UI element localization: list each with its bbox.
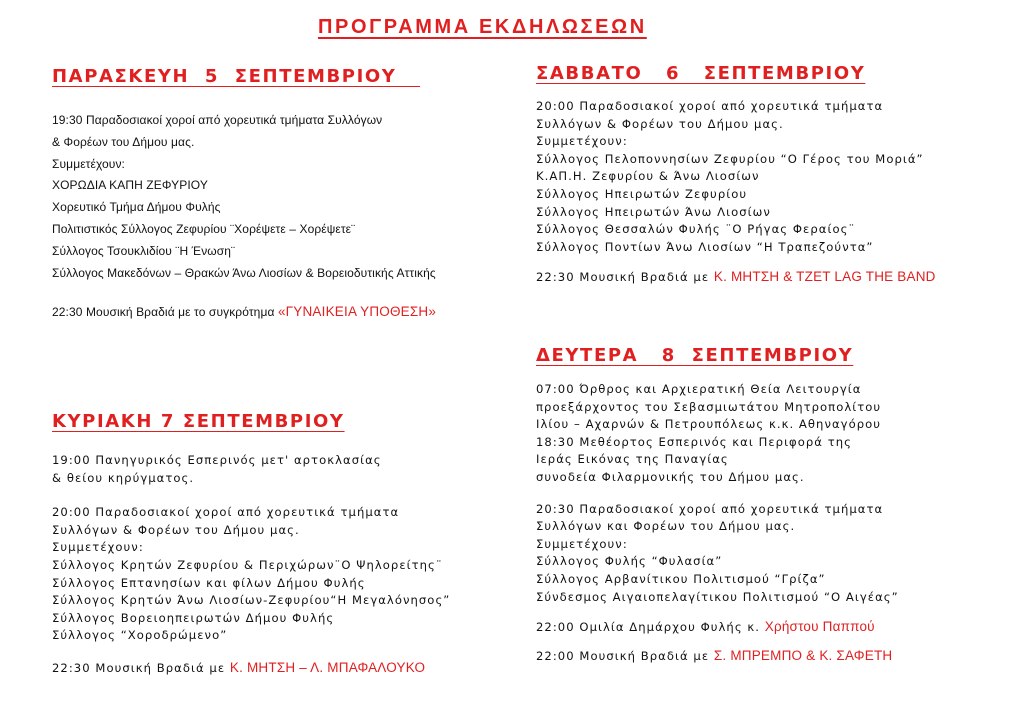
monday-line: Συμμετέχουν:: [536, 536, 628, 551]
monday-line: Σύλλογος Φυλής “Φυλασία”: [536, 554, 723, 569]
friday-line: & Φορέων του Δήμου μας.: [52, 134, 195, 149]
saturday-music-text: 22:30 Μουσική Βραδιά με: [536, 270, 714, 285]
monday-line: Σύλλογος Αρβανίτικου Πολιτισμού “Γρίζα”: [536, 571, 826, 586]
sunday-program: [52, 452, 450, 678]
saturday-line: 20:00 Παραδοσιακοί χοροί από χορευτικά τμήματα: [536, 99, 884, 113]
sunday-line: 20:00 Παραδοσιακοί χοροί από χορευτικά τμήματα: [52, 505, 400, 520]
friday-music-band: «ΓΥΝΑΙΚΕΙΑ ΥΠΟΘΕΣΗ»: [277, 304, 437, 320]
friday-line: Σύλλογος Μακεδόνων – Θρακών Άνω Λιοσίων & Βορειοδυτικής Αττικής: [52, 265, 436, 280]
friday-program: [52, 110, 436, 324]
sunday-line: Σύλλογος Επτανησίων και φίλων Δήμου Φυλής: [52, 575, 366, 590]
monday-line: 07:00 Όρθρος και Αρχιερατική Θεία Λειτουργία: [536, 382, 862, 396]
saturday-music-band: Κ. ΜΗΤΣΗ & ΤΖΕΤ LAG THE BAND: [713, 269, 936, 285]
monday-music-text: 22:00 Μουσική Βραδιά με: [536, 648, 714, 663]
saturday-line: Σύλλογος Πελοποννησίων Ζεφυρίου “Ο Γέρος του Μοριά”: [536, 151, 924, 166]
saturday-line: Σύλλογος Ηπειρωτών Άνω Λιοσίων: [536, 204, 771, 219]
monday-line: Σύνδεσμος Αιγαιοπελαγίτικου Πολιτισμού “Ο Αιγέας”: [536, 589, 899, 604]
monday-line: Συλλόγων και Φορέων του Δήμου μας.: [536, 519, 796, 534]
saturday-line: Συλλόγων & Φορέων του Δήμου μας.: [536, 116, 784, 131]
monday-line: συνοδεία Φιλαρμονικής του Δήμου μας.: [536, 469, 805, 484]
friday-music-line: [52, 301, 436, 324]
monday-program: [536, 381, 899, 665]
saturday-heading: ΣΑΒΒΑΤΟ 6 ΣΕΠΤΕΜΒΡΙΟΥ: [536, 63, 866, 84]
monday-line: προεξάρχοντος του Σεβασμιωτάτου Μητροπολίτου: [536, 399, 882, 414]
saturday-line: Σύλλογος Ποντίων Άνω Λιοσίων “Η Τραπεζούντα”: [536, 239, 874, 254]
friday-line: Σύλλογος Τσουκλιδίου ¨Η Ένωση¨: [52, 243, 236, 258]
sunday-music-line: [52, 659, 450, 678]
monday-speech-line: [536, 618, 899, 637]
saturday-line: Κ.ΑΠ.Η. Ζεφυρίου & Άνω Λιοσίων: [536, 169, 760, 184]
sunday-line: Σύλλογος Κρητών Ζεφυρίου & Περιχώρων¨Ο Ψηλορείτης¨: [52, 557, 443, 572]
sunday-line: Σύλλογος “Χοροδρώμενο”: [52, 628, 228, 643]
saturday-line: Σύλλογος Ηπειρωτών Ζεφυρίου: [536, 186, 748, 201]
monday-speech-name: Χρήστου Παππού: [764, 619, 875, 635]
monday-line: Ιλίου – Αχαρνών & Πετρουπόλεως κ.κ. Αθηναγόρου: [536, 417, 882, 432]
monday-line: 20:30 Παραδοσιακοί χοροί από χορευτικά τμήματα: [536, 501, 884, 516]
saturday-line: Σύλλογος Θεσσαλών Φυλής ¨Ο Ρήγας Φεραίος¨: [536, 222, 856, 237]
monday-heading: ΔΕΥΤΕΡΑ 8 ΣΕΠΤΕΜΒΡΙΟΥ: [536, 345, 854, 366]
sunday-line: Σύλλογος Κρητών Άνω Λιοσίων-Ζεφυρίου“Η Μεγαλόνησος”: [52, 593, 451, 608]
sunday-music-band: Κ. ΜΗΤΣΗ – Λ. ΜΠΑΦΑΛΟΥΚΟ: [229, 659, 426, 675]
friday-line: ΧΟΡΩΔΙΑ ΚΑΠΗ ΖΕΦΥΡΙΟΥ: [52, 178, 208, 193]
sunday-line: Συλλόγων & Φορέων του Δήμου μας.: [52, 522, 300, 537]
sunday-line: Σύλλογος Βορειοηπειρωτών Δήμου Φυλής: [52, 610, 335, 625]
page-title: ΠΡΟΓΡΑΜΜΑ ΕΚΔΗΛΩΣΕΩΝ: [318, 16, 647, 38]
sunday-line: & θείου κηρύγματος.: [52, 470, 195, 485]
friday-line: Χορευτικό Τμήμα Δήμου Φυλής: [52, 200, 221, 215]
monday-line: 18:30 Μεθέορτος Εσπερινός και Περιφορά της: [536, 434, 853, 449]
saturday-program: [536, 98, 936, 287]
friday-line: Πολιτιστικός Σύλλογος Ζεφυρίου ¨Χορέψετε – Χορέψετε¨: [52, 221, 356, 236]
saturday-line: Συμμετέχουν:: [536, 134, 628, 149]
friday-heading: ΠΑΡΑΣΚΕΥΗ 5 ΣΕΠΤΕΜΒΡΙΟΥ: [52, 66, 421, 87]
friday-line: 19:30 Παραδοσιακοί χοροί από χορευτικά τμήματα Συλλόγων: [52, 113, 383, 127]
sunday-line: Συμμετέχουν:: [52, 540, 144, 555]
sunday-heading: ΚΥΡΙΑΚΗ 7 ΣΕΠΤΕΜΒΡΙΟΥ: [52, 411, 345, 432]
monday-music-line: [536, 647, 899, 666]
monday-line: Ιεράς Εικόνας της Παναγίας: [536, 452, 729, 467]
sunday-line: 19:00 Πανηγυρικός Εσπερινός μετ' αρτοκλασίας: [52, 453, 382, 467]
saturday-music-line: [536, 268, 936, 287]
sunday-music-text: 22:30 Μουσική Βραδιά με: [52, 660, 230, 675]
friday-music-text: 22:30 Μουσική Βραδιά με το συγκρότημα: [52, 305, 278, 320]
monday-music-band: Σ. ΜΠΡΕΜΠΟ & Κ. ΣΑΦΕΤΗ: [713, 647, 893, 663]
monday-speech-text: 22:00 Ομιλία Δημάρχου Φυλής κ.: [536, 620, 765, 635]
friday-line: Συμμετέχουν:: [52, 156, 125, 171]
